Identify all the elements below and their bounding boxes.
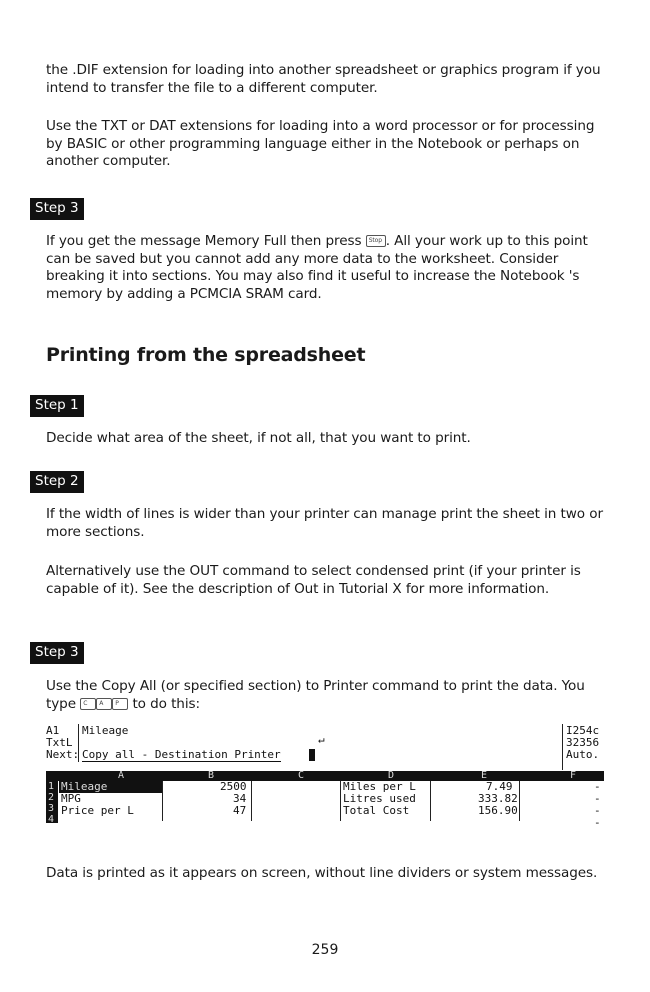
cell-ref: A1 bbox=[46, 724, 60, 737]
grid-line-e bbox=[519, 781, 520, 821]
paragraph-width: If the width of lines is wider than your printer can manage print the sheet in two or more sections. bbox=[46, 506, 603, 540]
cell-e3: 156.90 bbox=[478, 804, 518, 817]
status-right-1: I254c bbox=[566, 724, 600, 737]
command-text: Copy all - Destination Printer bbox=[82, 748, 281, 761]
txtl-label: TxtL bbox=[46, 736, 73, 749]
cursor-block bbox=[309, 749, 315, 761]
cell-d3: Total Cost bbox=[343, 804, 410, 817]
next-label: Next: bbox=[46, 748, 80, 761]
paragraph-dif: the .DIF extension for loading into another spreadsheet or graphics program if you intend to transfer the file to a different computer. bbox=[46, 62, 601, 96]
paragraph-alternative: Alternatively use the OUT command to select condensed print (if your printer is capable of it). See the description of Out in Tutorial X for more information. bbox=[46, 563, 581, 597]
step-3-badge-second: Step 3 bbox=[30, 642, 84, 664]
paragraph-copy bbox=[46, 678, 606, 713]
return-icon: ↵ bbox=[318, 733, 325, 746]
cell-a2: MPG bbox=[61, 792, 81, 805]
cell-a3: Price per L bbox=[61, 804, 134, 817]
row-number-2: 2 bbox=[48, 792, 55, 803]
row-number-column bbox=[46, 781, 58, 823]
cell-b2: 34 bbox=[233, 792, 247, 805]
column-header-c: C bbox=[298, 770, 305, 781]
column-header-bar bbox=[46, 771, 604, 781]
right-divider bbox=[562, 724, 563, 770]
cell-a1: Mileage bbox=[61, 780, 108, 793]
cell-e2: 333.82 bbox=[478, 792, 518, 805]
paragraph-decide: Decide what area of the sheet, if not all, that you want to print. bbox=[46, 430, 471, 446]
column-header-b: B bbox=[208, 770, 215, 781]
status-right-2: 32356 bbox=[566, 736, 600, 749]
paragraph-data-printed: Data is printed as it appears on screen, without line dividers or system messages. bbox=[46, 865, 598, 881]
cell-d2: Litres used bbox=[343, 792, 416, 805]
stop-key-icon: Stop bbox=[366, 235, 386, 247]
copy-text-b: to do this: bbox=[132, 695, 200, 712]
paragraph-memory bbox=[46, 233, 606, 303]
cell-content: Mileage bbox=[82, 724, 129, 737]
spreadsheet-screen bbox=[46, 720, 604, 852]
grid-line-c bbox=[340, 781, 341, 821]
cell-b1: 2500 bbox=[220, 780, 247, 793]
grid-line-b bbox=[251, 781, 252, 821]
cell-f2: - bbox=[594, 792, 601, 805]
cell-f3: - bbox=[594, 804, 601, 817]
cell-f1: - bbox=[594, 780, 601, 793]
step-2-badge: Step 2 bbox=[30, 471, 84, 493]
status-right-3: Auto. bbox=[566, 748, 600, 761]
grid-line-d bbox=[430, 781, 431, 821]
p-key-icon: P bbox=[112, 698, 128, 710]
a-key-icon: A bbox=[96, 698, 112, 710]
grid-line-a bbox=[162, 781, 163, 821]
column-header-a: A bbox=[118, 770, 125, 781]
page-number: 259 bbox=[311, 942, 339, 958]
cell-d1: Miles per L bbox=[343, 780, 416, 793]
memory-text-b: . All your work up to this point can be saved but you cannot add any more data to the worksheet. Consider breaking it into sections. You may also find it useful to increase the Notebook 's memory by adding a PCMCIA SRAM card. bbox=[46, 233, 588, 302]
step-3-badge: Step 3 bbox=[30, 198, 84, 220]
memory-text-a: If you get the message Memory Full then press bbox=[46, 233, 362, 249]
step-1-badge: Step 1 bbox=[30, 395, 84, 417]
paragraph-txt: Use the TXT or DAT extensions for loading into a word processor or for processing by BASIC or other programming language either in the Notebook or perhaps on another computer. bbox=[46, 118, 595, 169]
c-key-icon: C bbox=[80, 698, 96, 710]
copy-text-a: Use the Copy All (or specified section) to Printer command to print the data. You type bbox=[46, 678, 585, 712]
cell-f4: - bbox=[594, 816, 601, 829]
column-header-e: E bbox=[481, 770, 488, 781]
row-number-3: 3 bbox=[48, 803, 55, 814]
column-header-f: F bbox=[570, 770, 577, 781]
row-number-1: 1 bbox=[48, 781, 55, 792]
cell-e1: 7.49 bbox=[486, 780, 513, 793]
cell-b3: 47 bbox=[233, 804, 247, 817]
section-heading: Printing from the spreadsheet bbox=[46, 344, 366, 366]
row-number-4: 4 bbox=[48, 814, 55, 825]
column-header-d: D bbox=[388, 770, 395, 781]
